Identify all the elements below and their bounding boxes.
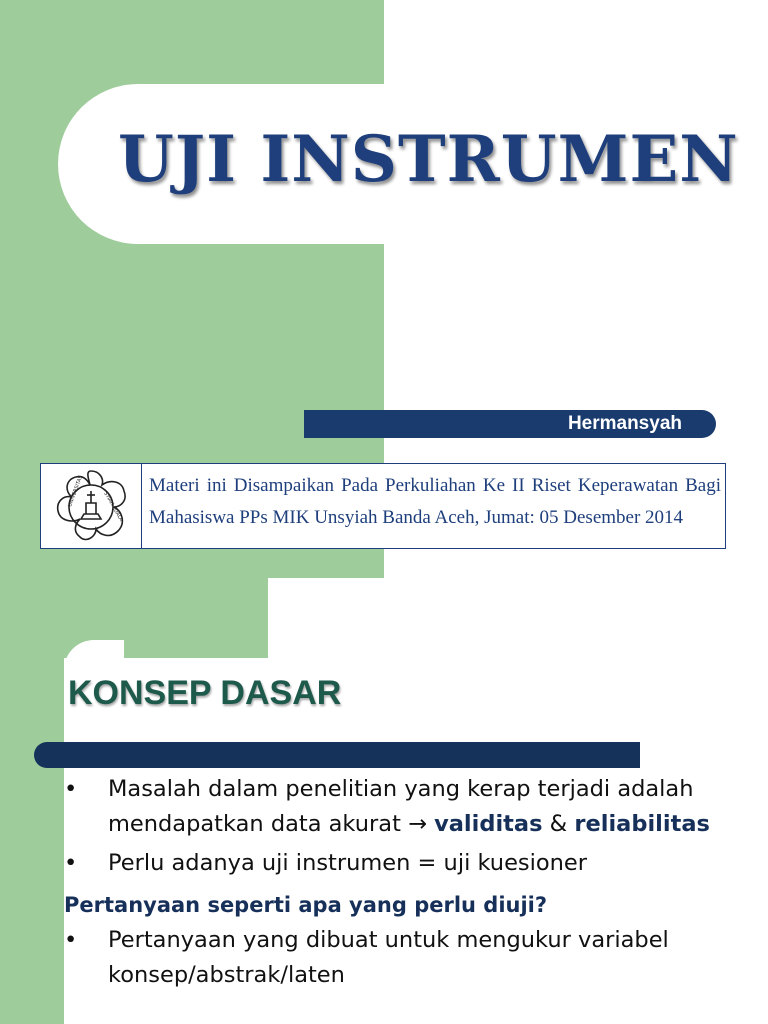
keyword-validitas: validitas <box>434 811 543 837</box>
info-text: Materi ini Disampaikan Pada Perkuliahan Ke II Riset Keperawatan Bagi Mahasiswa PPs MIK Unsyiah Banda Aceh, Jumat: 05 Desember 2014 <box>149 475 721 528</box>
svg-text:SYIAH KUALA: SYIAH KUALA <box>102 491 124 523</box>
info-box <box>40 463 726 549</box>
university-seal-logo <box>44 467 138 545</box>
ampersand: & <box>542 811 575 837</box>
bullet-dot: • <box>64 927 78 953</box>
bullet-list <box>64 772 754 993</box>
logo-cell <box>41 464 142 548</box>
bullet-item <box>64 923 754 993</box>
bullet-item <box>64 772 754 842</box>
bullet-text: Masalah dalam penelitian yang kerap terjadi adalah mendapatkan data akurat <box>108 776 694 837</box>
bullet-text: Perlu adanya uji instrumen = uji kuesioner <box>108 850 588 876</box>
author-bar <box>304 410 716 438</box>
svg-text:UNIVERSITAS: UNIVERSITAS <box>67 474 85 508</box>
slide-title: UJI INSTRUMEN <box>118 122 739 197</box>
author-name: Hermansyah <box>567 413 682 434</box>
bullet-item <box>64 846 754 881</box>
bullet-dot: • <box>64 776 78 802</box>
keyword-reliabilitas: reliabilitas <box>574 811 710 837</box>
bullet-text: Pertanyaan yang dibuat untuk mengukur variabel konsep/abstrak/laten <box>108 927 669 988</box>
bullet-dot: • <box>64 850 78 876</box>
slide2-heading: KONSEP DASAR <box>68 674 342 712</box>
slide2-green-strip <box>0 620 64 1024</box>
slide2-subheading: Pertanyaan seperti apa yang perlu diuji? <box>64 893 548 917</box>
slide2-accent-bar <box>34 742 640 768</box>
arrow-icon: → <box>408 811 427 837</box>
